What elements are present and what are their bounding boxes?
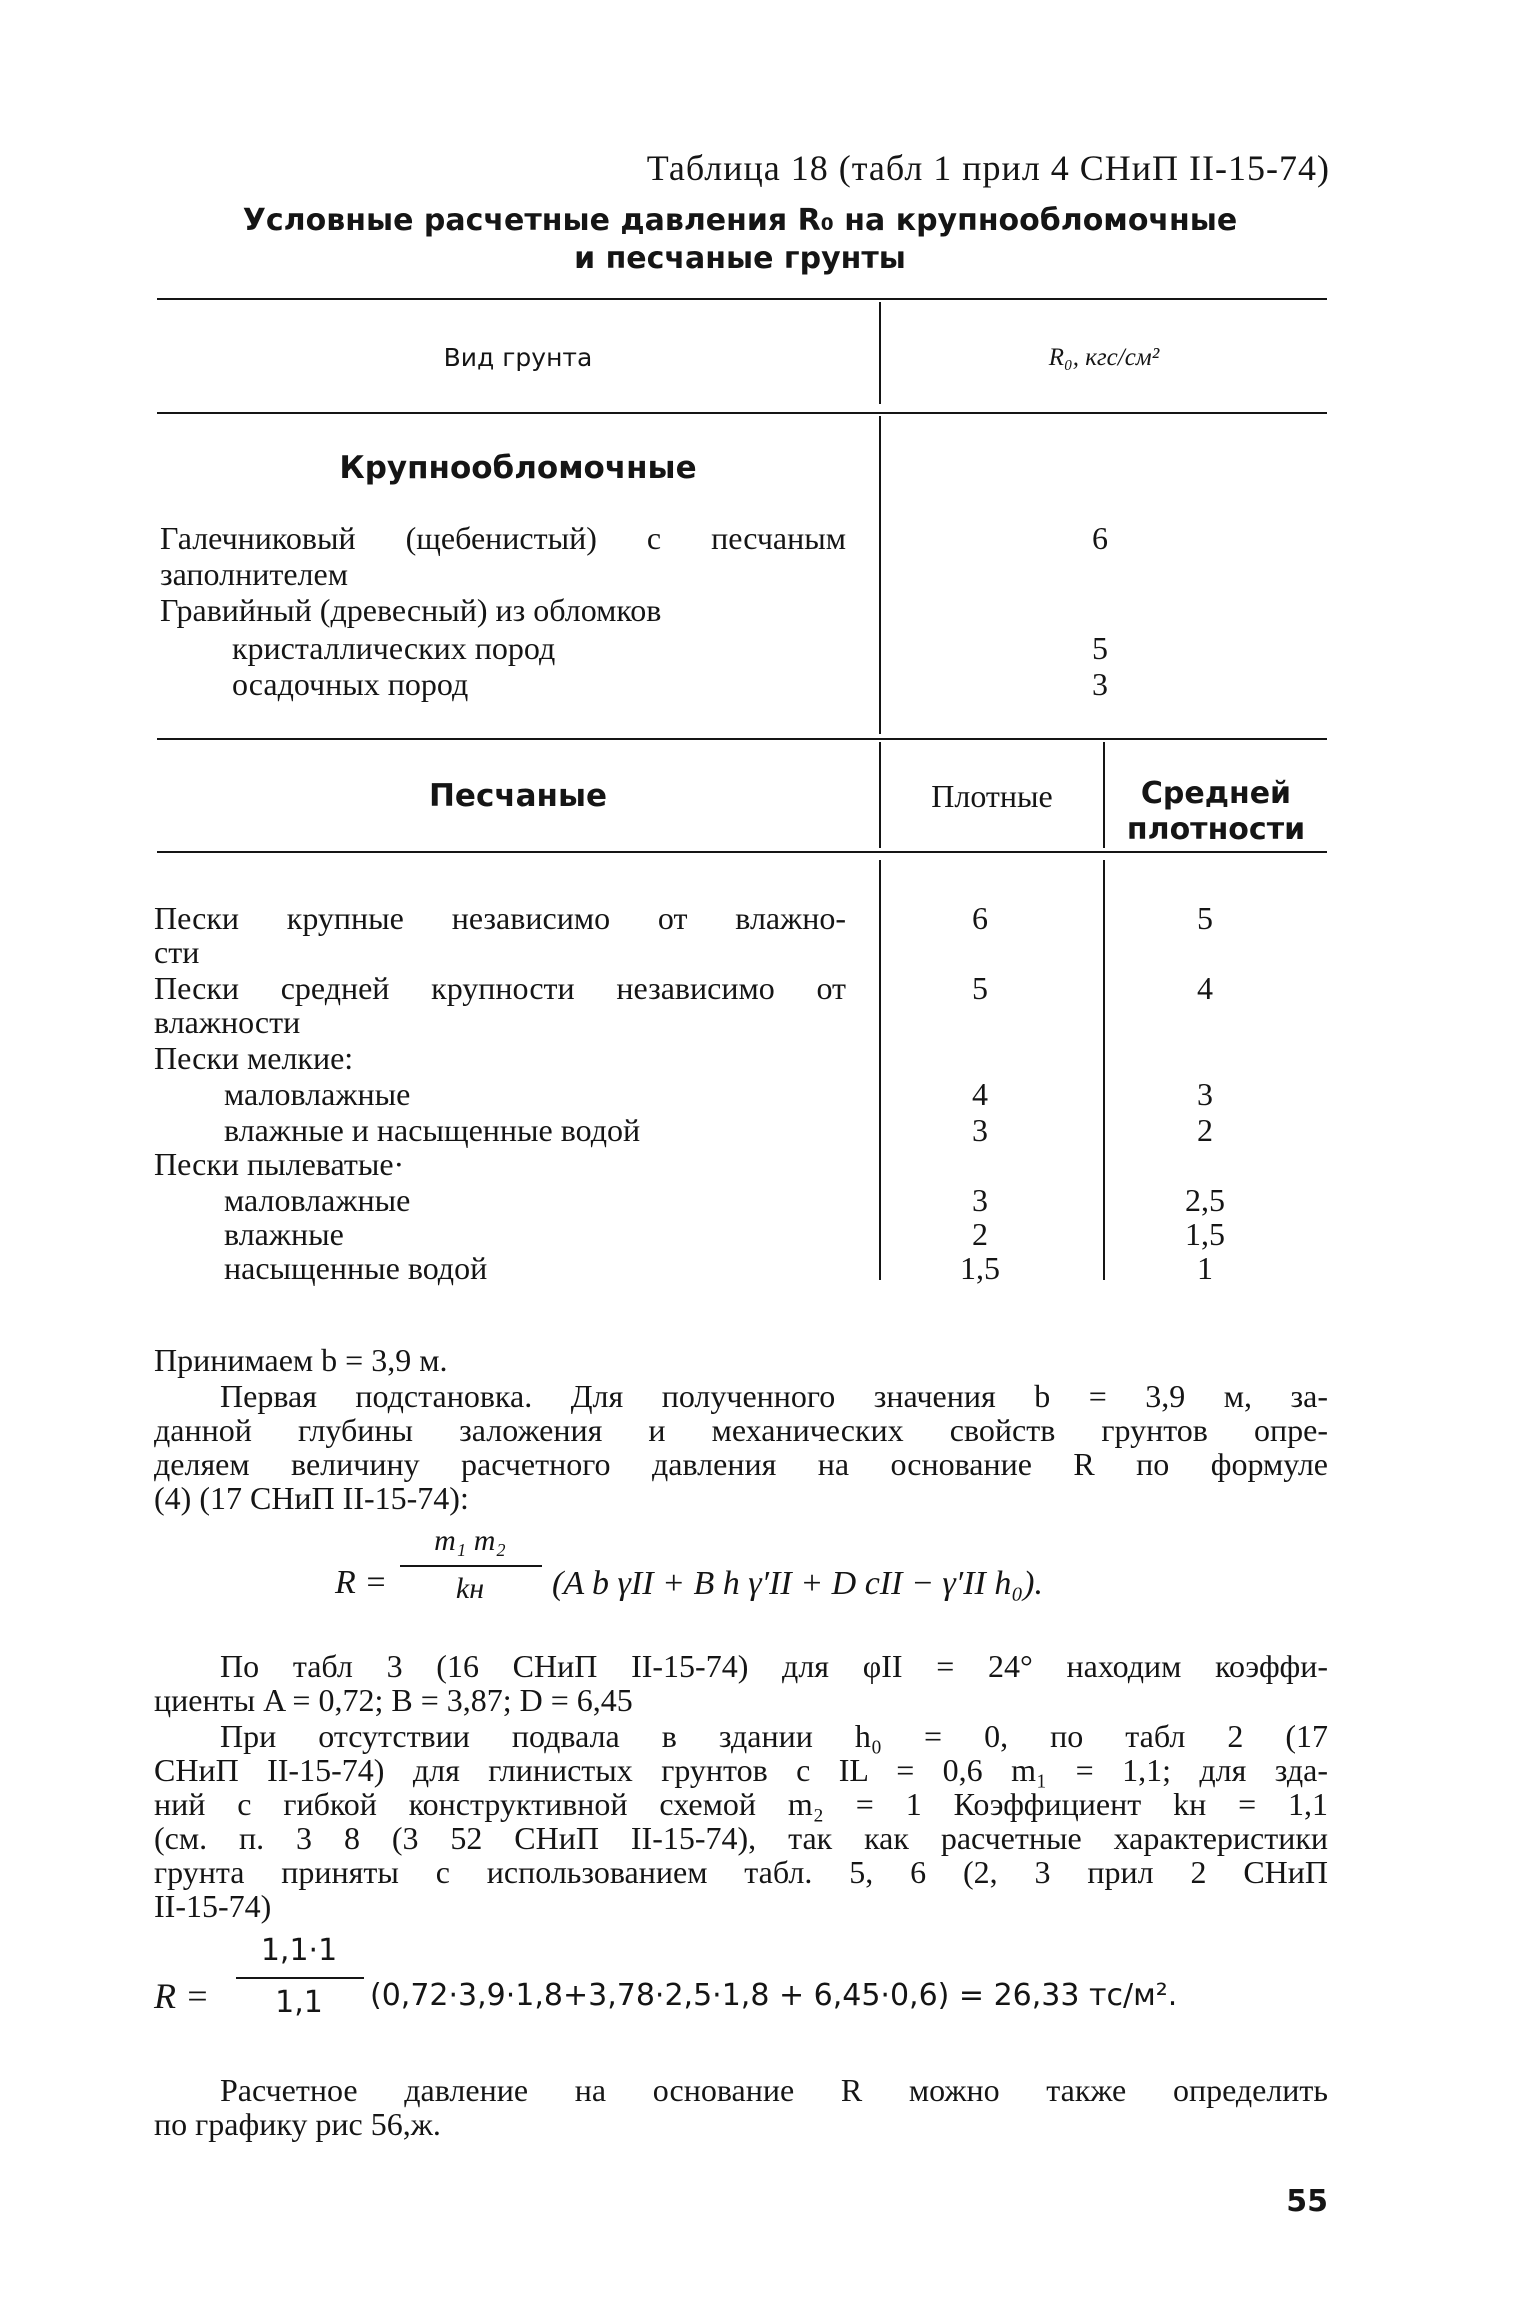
- s1-row1-label: Галечниковый (щебенистый) с песчаным: [160, 520, 846, 556]
- section1-heading: Крупнообломочные: [339, 450, 697, 486]
- s2-row11-medium: 1: [1197, 1250, 1213, 1286]
- s2-row11-label: насыщенные водой: [224, 1250, 488, 1286]
- s2-row3-label: Пески средней крупности независимо от: [154, 970, 846, 1006]
- s2-row6-dense: 4: [972, 1076, 988, 1112]
- s1-row5-label: осадочных пород: [232, 666, 469, 702]
- formula1-fraction-bar: [400, 1565, 542, 1567]
- s2-row10-dense: 2: [972, 1216, 988, 1252]
- table-title-line2: и песчаные грунты: [574, 241, 906, 276]
- s2-row9-medium: 2,5: [1185, 1182, 1225, 1218]
- s1-row2-label: заполнителем: [160, 556, 348, 592]
- s1-row1-value: 6: [1092, 520, 1108, 556]
- formula2-lhs: R =: [154, 1976, 210, 2016]
- table-title-line1: Условные расчетные давления R₀ на крупнообломочные: [242, 203, 1238, 238]
- body-p3-line2: циенты A = 0,72; B = 3,87; D = 6,45: [154, 1682, 633, 1718]
- body-p4-line3: ний с гибкой конструктивной схемой m₂ = 1 Коэффициент kн = 1,1: [154, 1786, 1328, 1822]
- table-subheader-rule: [157, 851, 1327, 853]
- table-top-rule: [157, 298, 1327, 300]
- table-header-rule: [157, 412, 1327, 414]
- body-p3-line1: По табл 3 (16 СНиП II-15-74) для φII = 24° находим коэффи-: [220, 1648, 1328, 1684]
- s2-row6-medium: 3: [1197, 1076, 1213, 1112]
- header-medium-line1: Средней: [1140, 776, 1292, 811]
- body-p2-line2: данной глубины заложения и механических свойств грунтов опре-: [154, 1412, 1328, 1448]
- formula2-denominator: 1,1: [275, 1985, 323, 2020]
- body-p2-line4: (4) (17 СНиП II-15-74):: [154, 1480, 469, 1516]
- s2-row1-label: Пески крупные независимо от влажно-: [154, 900, 846, 936]
- s2-row5-label: Пески мелкие:: [154, 1040, 354, 1076]
- body-p2-line1: Первая подстановка. Для полученного значения b = 3,9 м, за-: [220, 1378, 1328, 1414]
- s1-row5-value: 3: [1092, 666, 1108, 702]
- formula1-lhs: R =: [335, 1564, 388, 1601]
- header-medium-line2: плотности: [1126, 812, 1306, 847]
- s2-row9-dense: 3: [972, 1182, 988, 1218]
- s2-row7-medium: 2: [1197, 1112, 1213, 1148]
- header-dense: Плотные: [931, 778, 1053, 814]
- s1-row3-label: Гравийный (древесный) из обломков: [160, 592, 662, 628]
- s2-row3-dense: 5: [972, 970, 988, 1006]
- body-p4-line5: грунта приняты с использованием табл. 5, 6 (2, 3 прил 2 СНиП: [154, 1854, 1328, 1890]
- body-p2-line3: деляем величину расчетного давления на основание R по формуле: [154, 1446, 1328, 1482]
- s2-row9-label: маловлажные: [224, 1182, 411, 1218]
- formula2-numerator: 1,1·1: [260, 1933, 338, 1968]
- s2-row1-dense: 6: [972, 900, 988, 936]
- s1-row4-label: кристаллических пород: [232, 630, 556, 666]
- formula2-rest: (0,72·3,9·1,8+3,78·2,5·1,8 + 6,45·0,6) = 26,33 тс/м².: [370, 1978, 1178, 2013]
- s2-row8-label: Пески пылеватые·: [154, 1146, 405, 1182]
- s2-row10-medium: 1,5: [1185, 1216, 1225, 1252]
- formula1-rest: (A b γII + B h γ′II + D cII − γ′II h₀).: [552, 1565, 1044, 1602]
- s2-row7-label: влажные и насыщенные водой: [224, 1112, 641, 1148]
- s2-row2-label: сти: [154, 934, 200, 970]
- section2-heading: Песчаные: [428, 778, 608, 814]
- body-p1: Принимаем b = 3,9 м.: [154, 1342, 448, 1378]
- body-p4-line4: (см. п. 3 8 (3 52 СНиП II-15-74), так как расчетные характеристики: [154, 1820, 1328, 1856]
- s1-row4-value: 5: [1092, 630, 1108, 666]
- header-r0: R₀, кгс/см²: [1048, 344, 1160, 371]
- table-col-divider-5: [879, 860, 881, 1280]
- table-caption: Таблица 18 (табл 1 прил 4 СНиП II-15-74): [646, 148, 1330, 188]
- table-col-divider-6: [1103, 860, 1105, 1280]
- s2-row11-dense: 1,5: [960, 1250, 1000, 1286]
- formula1-numerator: m₁ m₂: [434, 1524, 506, 1557]
- s2-row7-dense: 3: [972, 1112, 988, 1148]
- table-col-divider-2: [879, 416, 881, 734]
- body-p4-line1: При отсутствии подвала в здании h₀ = 0, по табл 2 (17: [220, 1718, 1328, 1754]
- s2-row6-label: маловлажные: [224, 1076, 411, 1112]
- page-number: 55: [1286, 2184, 1328, 2219]
- formula1-denominator: kн: [455, 1572, 485, 1605]
- formula2-fraction-bar: [236, 1977, 364, 1979]
- body-p4-line2: СНиП II-15-74) для глинистых грунтов с IL = 0,6 m₁ = 1,1; для зда-: [154, 1752, 1328, 1788]
- body-p5-line1: Расчетное давление на основание R можно также определить: [220, 2072, 1328, 2108]
- header-soil-type: Вид грунта: [443, 343, 593, 372]
- s2-row3-medium: 4: [1197, 970, 1213, 1006]
- table-section-rule: [157, 738, 1327, 740]
- body-p5-line2: по графику рис 56,ж.: [154, 2106, 441, 2142]
- s2-row10-label: влажные: [224, 1216, 344, 1252]
- body-p4-line6: II-15-74): [154, 1888, 272, 1924]
- s2-row4-label: влажности: [154, 1004, 301, 1040]
- s2-row1-medium: 5: [1197, 900, 1213, 936]
